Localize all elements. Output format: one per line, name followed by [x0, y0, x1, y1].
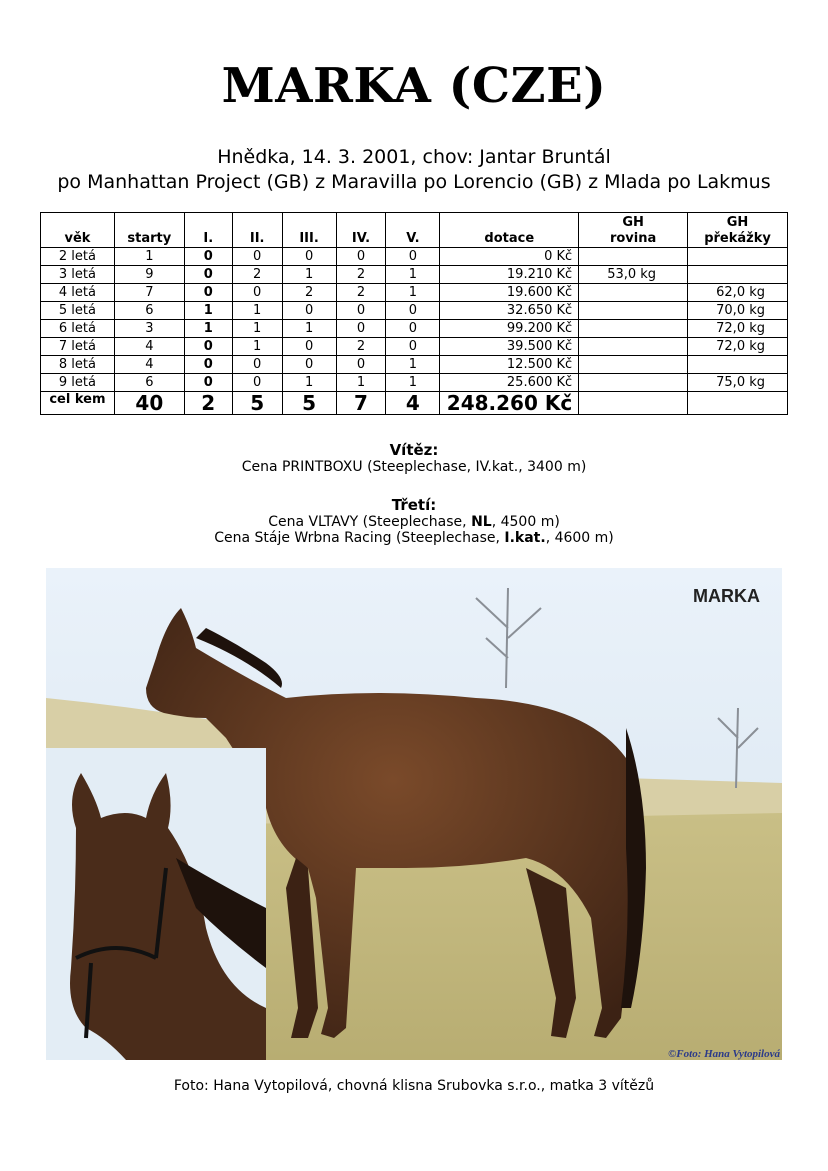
cell-third: 2: [282, 284, 336, 302]
cell-third: 1: [282, 266, 336, 284]
third-race-2-bold: I.kat.: [504, 530, 546, 546]
total-fifth: 4: [386, 392, 440, 415]
cell-age: 7 letá: [41, 338, 115, 356]
cell-prize: 99.200 Kč: [440, 320, 579, 338]
cell-fifth: 1: [386, 284, 440, 302]
cell-age: 2 letá: [41, 248, 115, 266]
cell-gh-jump: [688, 248, 788, 266]
cell-gh-flat: [579, 320, 688, 338]
cell-fourth: 0: [336, 302, 386, 320]
cell-age: 3 letá: [41, 266, 115, 284]
cell-fifth: 1: [386, 374, 440, 392]
cell-gh-flat: [579, 302, 688, 320]
cell-prize: 32.650 Kč: [440, 302, 579, 320]
third-section: [0, 496, 828, 546]
cell-second: 0: [232, 248, 282, 266]
total-gh-jump: [688, 392, 788, 415]
cell-fifth: 0: [386, 302, 440, 320]
table-total-row: [41, 392, 788, 415]
winner-section: [0, 441, 828, 475]
cell-fifth: 0: [386, 248, 440, 266]
cell-prize: 39.500 Kč: [440, 338, 579, 356]
cell-gh-jump: 70,0 kg: [688, 302, 788, 320]
cell-second: 1: [232, 302, 282, 320]
total-starts: 40: [114, 392, 184, 415]
table-row: [41, 356, 788, 374]
third-race-1-post: , 4500 m): [491, 514, 560, 530]
cell-fifth: 1: [386, 356, 440, 374]
col-header-gh-jump: [688, 213, 788, 248]
cell-third: 0: [282, 356, 336, 374]
photo-label: MARKA: [693, 586, 760, 606]
cell-gh-jump: 72,0 kg: [688, 320, 788, 338]
third-race-1-pre: Cena VLTAVY (Steeplechase,: [268, 514, 472, 530]
third-race-2: [0, 530, 828, 546]
third-heading: Třetí:: [391, 496, 437, 514]
col-header-gh-flat: [579, 213, 688, 248]
cell-age: 6 letá: [41, 320, 115, 338]
winner-race: Cena PRINTBOXU (Steeplechase, IV.kat., 3400 m): [241, 459, 587, 475]
cell-first: 0: [184, 284, 232, 302]
subtitle-birth: Hnědka, 14. 3. 2001, chov: Jantar Bruntál: [217, 146, 611, 168]
cell-age: 9 letá: [41, 374, 115, 392]
table-row: [41, 266, 788, 284]
cell-second: 2: [232, 266, 282, 284]
race-statistics-table: [40, 212, 788, 415]
cell-starts: 9: [114, 266, 184, 284]
subtitle-pedigree: po Manhattan Project (GB) z Maravilla po Lorencio (GB) z Mlada po Lakmus: [57, 171, 771, 193]
cell-second: 0: [232, 284, 282, 302]
gh-flat-line2: rovina: [609, 231, 657, 246]
total-second: 5: [232, 392, 282, 415]
cell-first: 1: [184, 302, 232, 320]
photo-credit: ©Foto: Hana Vytopilová: [668, 1048, 780, 1060]
cell-gh-jump: 72,0 kg: [688, 338, 788, 356]
table-row: [41, 338, 788, 356]
cell-gh-jump: 75,0 kg: [688, 374, 788, 392]
cell-starts: 6: [114, 374, 184, 392]
total-gh-flat: [579, 392, 688, 415]
cell-fourth: 0: [336, 320, 386, 338]
col-header-starts: starty: [114, 213, 184, 248]
third-race-2-pre: Cena Stáje Wrbna Racing (Steeplechase,: [214, 530, 505, 546]
winner-heading: Vítěz:: [389, 441, 439, 459]
cell-fifth: 0: [386, 320, 440, 338]
cell-age: 8 letá: [41, 356, 115, 374]
table-header-row: [41, 213, 788, 248]
col-header-fifth: V.: [386, 213, 440, 248]
total-prize: 248.260 Kč: [440, 392, 579, 415]
cell-gh-flat: 53,0 kg: [579, 266, 688, 284]
photo-caption: Foto: Hana Vytopilová, chovná klisna Srubovka s.r.o., matka 3 vítězů: [173, 1078, 655, 1094]
cell-gh-flat: [579, 338, 688, 356]
cell-age: 4 letá: [41, 284, 115, 302]
cell-first: 0: [184, 374, 232, 392]
page-title: MARKA (CZE): [221, 58, 607, 114]
cell-gh-flat: [579, 284, 688, 302]
gh-flat-line1: GH: [622, 215, 644, 230]
cell-third: 0: [282, 338, 336, 356]
cell-starts: 1: [114, 248, 184, 266]
cell-first: 0: [184, 338, 232, 356]
table-row: [41, 302, 788, 320]
col-header-prize: dotace: [440, 213, 579, 248]
third-race-1: [0, 514, 828, 530]
gh-jump-line1: GH: [726, 215, 749, 230]
cell-third: 0: [282, 302, 336, 320]
cell-fourth: 2: [336, 338, 386, 356]
col-header-first: I.: [184, 213, 232, 248]
total-third: 5: [282, 392, 336, 415]
cell-gh-flat: [579, 374, 688, 392]
cell-prize: 25.600 Kč: [440, 374, 579, 392]
cell-first: 0: [184, 356, 232, 374]
table-body: [41, 248, 788, 392]
cell-starts: 4: [114, 356, 184, 374]
cell-starts: 4: [114, 338, 184, 356]
cell-gh-jump: 62,0 kg: [688, 284, 788, 302]
cell-first: 0: [184, 248, 232, 266]
gh-jump-line2: překážky: [704, 231, 771, 246]
cell-first: 0: [184, 266, 232, 284]
cell-gh-flat: [579, 248, 688, 266]
table-row: [41, 374, 788, 392]
cell-second: 0: [232, 374, 282, 392]
cell-third: 1: [282, 320, 336, 338]
cell-fifth: 1: [386, 266, 440, 284]
cell-fourth: 0: [336, 356, 386, 374]
horse-photo: [46, 568, 782, 1060]
cell-prize: 12.500 Kč: [440, 356, 579, 374]
cell-third: 1: [282, 374, 336, 392]
cell-gh-jump: [688, 356, 788, 374]
third-race-1-bold: NL: [471, 514, 492, 530]
total-label: cel kem: [41, 392, 115, 415]
cell-first: 1: [184, 320, 232, 338]
cell-second: 1: [232, 338, 282, 356]
cell-fourth: 2: [336, 266, 386, 284]
cell-fourth: 2: [336, 284, 386, 302]
col-header-age: věk: [41, 213, 115, 248]
cell-age: 5 letá: [41, 302, 115, 320]
cell-second: 0: [232, 356, 282, 374]
cell-starts: 6: [114, 302, 184, 320]
table-row: [41, 320, 788, 338]
table-row: [41, 248, 788, 266]
cell-fifth: 0: [386, 338, 440, 356]
col-header-second: II.: [232, 213, 282, 248]
cell-fourth: 0: [336, 248, 386, 266]
third-race-2-post: , 4600 m): [545, 530, 614, 546]
cell-gh-jump: [688, 266, 788, 284]
cell-starts: 3: [114, 320, 184, 338]
cell-starts: 7: [114, 284, 184, 302]
cell-prize: 19.210 Kč: [440, 266, 579, 284]
table-row: [41, 284, 788, 302]
cell-fourth: 1: [336, 374, 386, 392]
cell-second: 1: [232, 320, 282, 338]
cell-prize: 0 Kč: [440, 248, 579, 266]
col-header-fourth: IV.: [336, 213, 386, 248]
cell-gh-flat: [579, 356, 688, 374]
cell-prize: 19.600 Kč: [440, 284, 579, 302]
col-header-third: III.: [282, 213, 336, 248]
total-first: 2: [184, 392, 232, 415]
horse-photo-illustration: [46, 568, 782, 1060]
cell-third: 0: [282, 248, 336, 266]
total-fourth: 7: [336, 392, 386, 415]
